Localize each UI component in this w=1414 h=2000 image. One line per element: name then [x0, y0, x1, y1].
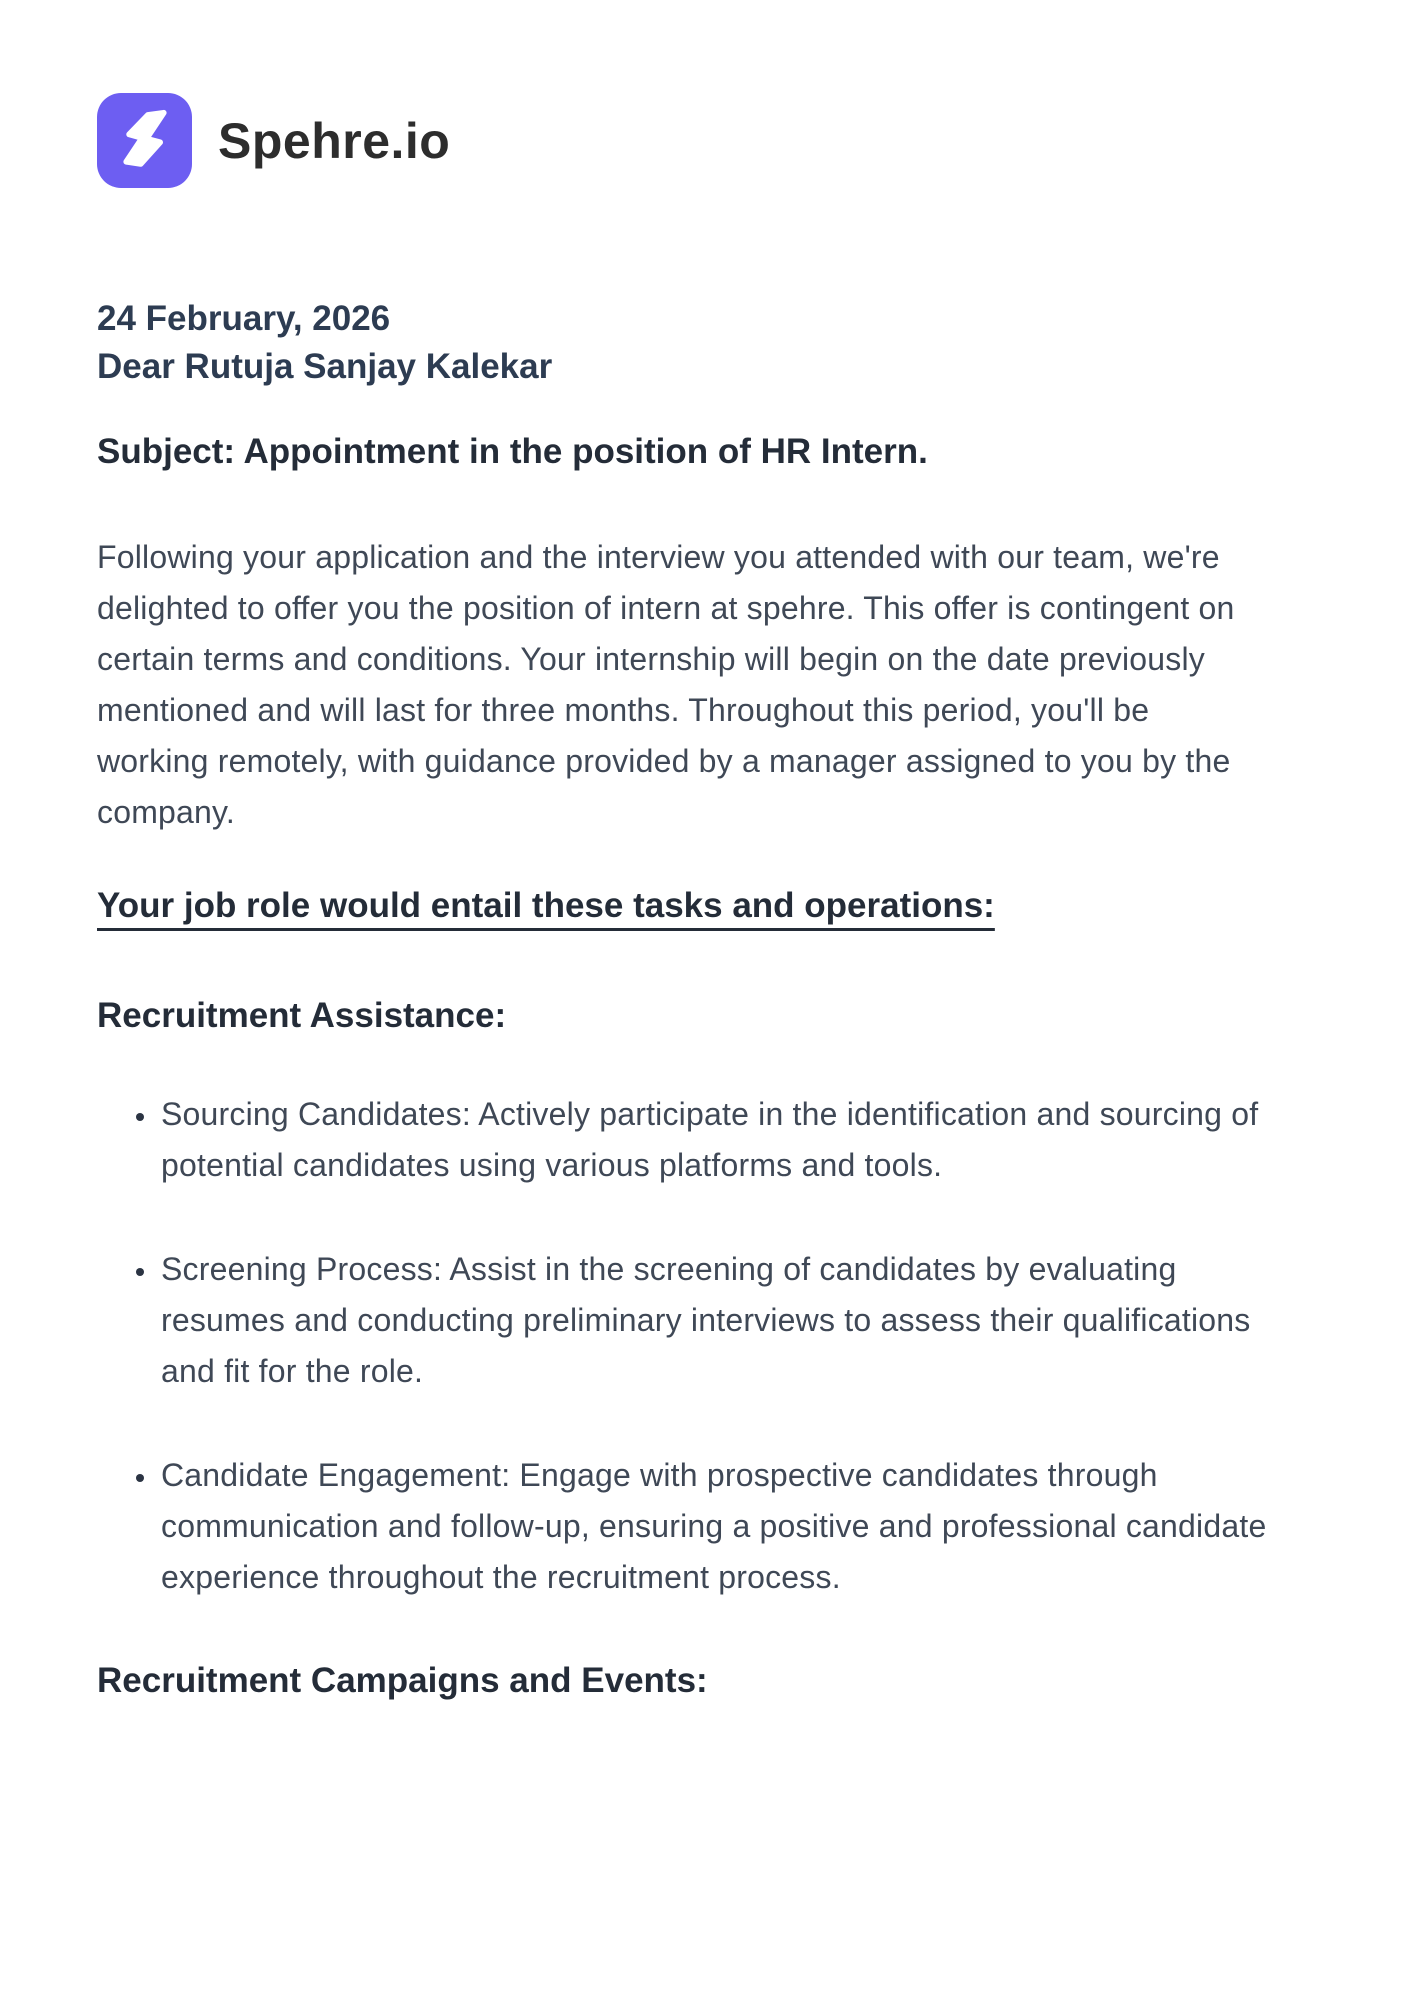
- list-item-screening-process: • Screening Process: Assist in the screening of candidates by evaluating resumes and conducting preliminary interviews to assess their qualifications and fit for the role.: [159, 1244, 1279, 1397]
- brand-name: Spehre.io: [218, 112, 451, 169]
- list-item-sourcing-candidates: • Sourcing Candidates: Actively participate in the identification and sourcing of potential candidates using various platforms and tools.: [159, 1089, 1279, 1191]
- section-heading-campaigns-events: Recruitment Campaigns and Events:: [97, 1661, 708, 1700]
- spehre-logo: [97, 93, 192, 188]
- intro-paragraph: Following your application and the interview you attended with our team, we're delighted to offer you the position of intern at spehre. This offer is contingent on certain terms and conditions. Your internship will begin on the date previously mentioned and will last for three months. Throughout this period, you'll be working remotely, with guidance provided by a manager assigned to you by the company.: [97, 539, 1235, 830]
- date-block: [97, 295, 1322, 391]
- list-item-candidate-engagement: • Candidate Engagement: Engage with prospective candidates through communication and follow-up, ensuring a positive and professional candidate experience throughout the recruitment process.: [159, 1450, 1279, 1603]
- letter-body: [97, 295, 1322, 1701]
- letter-date: 24 February, 2026: [97, 299, 391, 338]
- letter-salutation: Dear Rutuja Sanjay Kalekar: [97, 347, 553, 386]
- recruitment-assistance-list: [97, 1089, 1322, 1603]
- section-heading-recruitment-assistance: Recruitment Assistance:: [97, 996, 507, 1035]
- tasks-heading: Your job role would entail these tasks and operations:: [97, 886, 995, 925]
- s-bolt-icon: [109, 102, 181, 179]
- brand-header: [97, 93, 1322, 188]
- letter-subject: Subject: Appointment in the position of HR Intern.: [97, 432, 928, 471]
